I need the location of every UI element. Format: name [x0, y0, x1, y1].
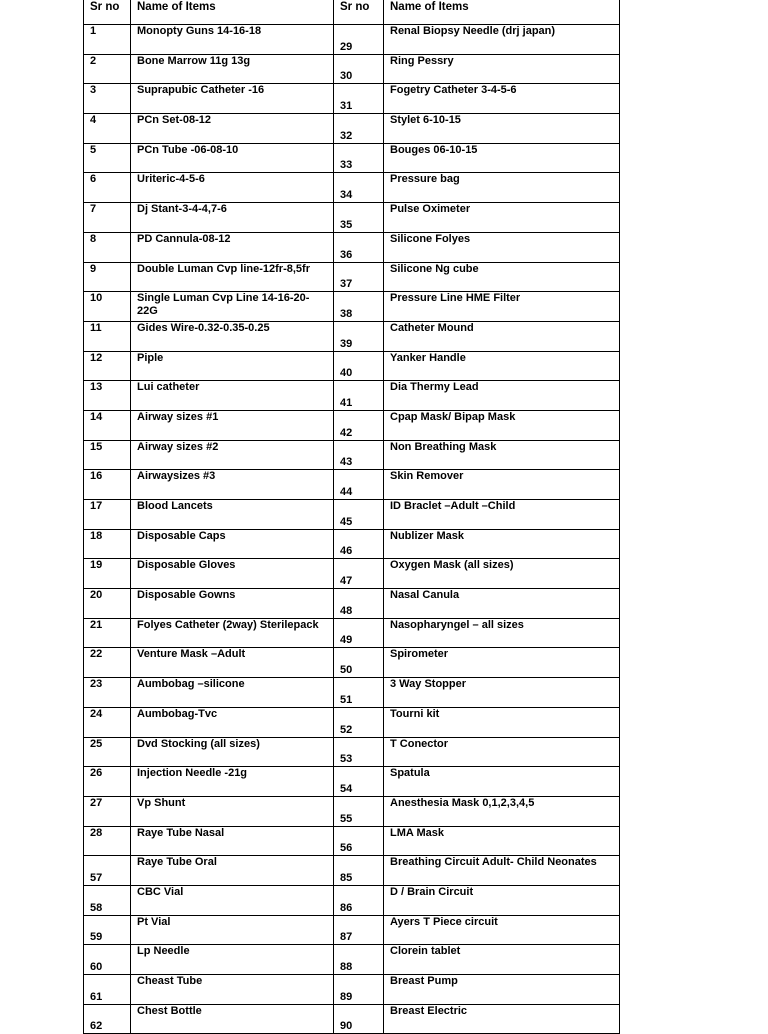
row-item-name-right: Oxygen Mask (all sizes)	[384, 559, 620, 589]
row-sr-no-left: 17	[84, 500, 131, 530]
row-item-name-left: Airway sizes #2	[131, 440, 334, 470]
row-sr-no-right: 47	[334, 559, 384, 589]
row-item-name-left: Gides Wire-0.32-0.35-0.25	[131, 321, 334, 351]
row-item-name-left: Disposable Caps	[131, 529, 334, 559]
row-sr-no-right: 53	[334, 737, 384, 767]
row-item-name-right: T Conector	[384, 737, 620, 767]
row-sr-no-left: 23	[84, 678, 131, 708]
table-row	[84, 885, 620, 915]
table-row	[84, 173, 620, 203]
table-row	[84, 796, 620, 826]
table-row	[84, 351, 620, 381]
row-sr-no-right: 52	[334, 707, 384, 737]
row-sr-no-right: 41	[334, 381, 384, 411]
row-item-name-left: Bone Marrow 11g 13g	[131, 54, 334, 84]
row-item-name-left: Raye Tube Nasal	[131, 826, 334, 856]
row-item-name-left: Venture Mask –Adult	[131, 648, 334, 678]
row-item-name-left: Disposable Gloves	[131, 559, 334, 589]
row-sr-no-right: 34	[334, 173, 384, 203]
row-sr-no-right: 31	[334, 84, 384, 114]
row-item-name-left: Cheast Tube	[131, 975, 334, 1005]
row-item-name-left: PD Cannula-08-12	[131, 232, 334, 262]
row-sr-no-left: 3	[84, 84, 131, 114]
table-row	[84, 410, 620, 440]
row-item-name-left: Raye Tube Oral	[131, 856, 334, 886]
row-item-name-left: Disposable Gowns	[131, 589, 334, 619]
table-row	[84, 707, 620, 737]
table-row	[84, 143, 620, 173]
row-sr-no-right: 33	[334, 143, 384, 173]
row-item-name-left: PCn Set-08-12	[131, 114, 334, 144]
items-table	[83, 0, 620, 1034]
row-sr-no-right: 42	[334, 410, 384, 440]
row-sr-no-right: 88	[334, 945, 384, 975]
table-row	[84, 321, 620, 351]
row-sr-no-left: 61	[84, 975, 131, 1005]
row-item-name-right: Ring Pessry	[384, 54, 620, 84]
row-sr-no-right: 39	[334, 321, 384, 351]
table-row	[84, 25, 620, 55]
row-sr-no-left: 19	[84, 559, 131, 589]
row-item-name-right: Catheter Mound	[384, 321, 620, 351]
table-row	[84, 1004, 620, 1034]
row-sr-no-right: 85	[334, 856, 384, 886]
row-item-name-left: Chest Bottle	[131, 1004, 334, 1034]
row-sr-no-right: 48	[334, 589, 384, 619]
table-row	[84, 54, 620, 84]
table-row	[84, 470, 620, 500]
row-sr-no-right: 49	[334, 618, 384, 648]
row-sr-no-right: 90	[334, 1004, 384, 1034]
header-sr-no-left: Sr no	[84, 0, 131, 25]
row-item-name-right: Yanker Handle	[384, 351, 620, 381]
table-row	[84, 114, 620, 144]
row-sr-no-left: 4	[84, 114, 131, 144]
table-row	[84, 945, 620, 975]
row-sr-no-left: 59	[84, 915, 131, 945]
row-item-name-left: Double Luman Cvp line-12fr-8,5fr	[131, 262, 334, 292]
row-item-name-left: Monopty Guns 14-16-18	[131, 25, 334, 55]
table-row	[84, 975, 620, 1005]
row-item-name-right: Pulse Oximeter	[384, 203, 620, 233]
table-row	[84, 529, 620, 559]
row-item-name-right: Bouges 06-10-15	[384, 143, 620, 173]
row-sr-no-left: 25	[84, 737, 131, 767]
row-item-name-right: Breast Pump	[384, 975, 620, 1005]
table-row	[84, 440, 620, 470]
row-sr-no-right: 35	[334, 203, 384, 233]
row-sr-no-right: 87	[334, 915, 384, 945]
row-item-name-left: Airwaysizes #3	[131, 470, 334, 500]
table-row	[84, 648, 620, 678]
row-item-name-left: Aumbobag-Tvc	[131, 707, 334, 737]
row-item-name-left: Lui catheter	[131, 381, 334, 411]
row-sr-no-right: 32	[334, 114, 384, 144]
row-sr-no-left: 27	[84, 796, 131, 826]
row-item-name-left: CBC Vial	[131, 885, 334, 915]
row-sr-no-right: 45	[334, 500, 384, 530]
row-sr-no-left: 28	[84, 826, 131, 856]
row-item-name-right: Spatula	[384, 767, 620, 797]
row-item-name-right: Nublizer Mask	[384, 529, 620, 559]
row-sr-no-right: 51	[334, 678, 384, 708]
row-sr-no-left: 5	[84, 143, 131, 173]
row-item-name-left: Single Luman Cvp Line 14-16-20-22G	[131, 292, 334, 322]
row-sr-no-right: 29	[334, 25, 384, 55]
header-sr-no-right: Sr no	[334, 0, 384, 25]
row-item-name-right: Silicone Folyes	[384, 232, 620, 262]
row-item-name-right: Non Breathing Mask	[384, 440, 620, 470]
row-item-name-right: 3 Way Stopper	[384, 678, 620, 708]
row-item-name-right: Tourni kit	[384, 707, 620, 737]
table-row	[84, 618, 620, 648]
row-item-name-right: Skin Remover	[384, 470, 620, 500]
row-item-name-right: Pressure Line HME Filter	[384, 292, 620, 322]
row-sr-no-left: 26	[84, 767, 131, 797]
row-item-name-left: Dvd Stocking (all sizes)	[131, 737, 334, 767]
row-sr-no-left: 20	[84, 589, 131, 619]
row-sr-no-left: 62	[84, 1004, 131, 1034]
row-sr-no-left: 15	[84, 440, 131, 470]
row-item-name-right: Renal Biopsy Needle (drj japan)	[384, 25, 620, 55]
row-item-name-left: Folyes Catheter (2way) Sterilepack	[131, 618, 334, 648]
table-row	[84, 262, 620, 292]
row-sr-no-left: 11	[84, 321, 131, 351]
row-sr-no-left: 7	[84, 203, 131, 233]
row-sr-no-left: 22	[84, 648, 131, 678]
row-sr-no-left: 60	[84, 945, 131, 975]
row-sr-no-right: 56	[334, 826, 384, 856]
row-sr-no-right: 37	[334, 262, 384, 292]
table-row	[84, 678, 620, 708]
table-row	[84, 589, 620, 619]
header-name-left: Name of Items	[131, 0, 334, 25]
row-item-name-left: Dj Stant-3-4-4,7-6	[131, 203, 334, 233]
table-body	[84, 25, 620, 1034]
row-item-name-left: Uriteric-4-5-6	[131, 173, 334, 203]
table-row	[84, 856, 620, 886]
row-sr-no-left: 12	[84, 351, 131, 381]
table-row	[84, 915, 620, 945]
row-item-name-left: Suprapubic Catheter -16	[131, 84, 334, 114]
row-sr-no-left: 9	[84, 262, 131, 292]
row-sr-no-right: 38	[334, 292, 384, 322]
row-item-name-right: Dia Thermy Lead	[384, 381, 620, 411]
table-row	[84, 203, 620, 233]
row-sr-no-right: 89	[334, 975, 384, 1005]
row-sr-no-right: 36	[334, 232, 384, 262]
row-item-name-right: Breast Electric	[384, 1004, 620, 1034]
row-sr-no-left: 14	[84, 410, 131, 440]
row-item-name-right: Breathing Circuit Adult- Child Neonates	[384, 856, 620, 886]
row-sr-no-right: 40	[334, 351, 384, 381]
row-item-name-left: Aumbobag –silicone	[131, 678, 334, 708]
row-sr-no-left: 21	[84, 618, 131, 648]
row-item-name-right: Anesthesia Mask 0,1,2,3,4,5	[384, 796, 620, 826]
row-sr-no-right: 30	[334, 54, 384, 84]
row-item-name-right: Ayers T Piece circuit	[384, 915, 620, 945]
row-item-name-left: Blood Lancets	[131, 500, 334, 530]
row-item-name-right: D / Brain Circuit	[384, 885, 620, 915]
row-item-name-right: Pressure bag	[384, 173, 620, 203]
row-item-name-right: Cpap Mask/ Bipap Mask	[384, 410, 620, 440]
row-sr-no-left: 18	[84, 529, 131, 559]
row-item-name-left: PCn Tube -06-08-10	[131, 143, 334, 173]
row-sr-no-right: 86	[334, 885, 384, 915]
table-row	[84, 292, 620, 322]
table-row	[84, 559, 620, 589]
table-row	[84, 767, 620, 797]
table-row	[84, 500, 620, 530]
row-item-name-right: Silicone Ng cube	[384, 262, 620, 292]
row-sr-no-left: 10	[84, 292, 131, 322]
row-sr-no-right: 55	[334, 796, 384, 826]
row-item-name-left: Pt Vial	[131, 915, 334, 945]
table-row	[84, 826, 620, 856]
row-item-name-left: Piple	[131, 351, 334, 381]
table-row	[84, 232, 620, 262]
row-item-name-left: Vp Shunt	[131, 796, 334, 826]
row-item-name-left: Airway sizes #1	[131, 410, 334, 440]
row-sr-no-left: 6	[84, 173, 131, 203]
row-sr-no-right: 50	[334, 648, 384, 678]
row-sr-no-right: 44	[334, 470, 384, 500]
row-sr-no-left: 16	[84, 470, 131, 500]
row-item-name-right: Nasal Canula	[384, 589, 620, 619]
row-item-name-right: Nasopharyngel – all sizes	[384, 618, 620, 648]
header-name-right: Name of Items	[384, 0, 620, 25]
table-row	[84, 737, 620, 767]
row-item-name-right: ID Braclet –Adult –Child	[384, 500, 620, 530]
row-sr-no-left: 24	[84, 707, 131, 737]
row-sr-no-left: 57	[84, 856, 131, 886]
row-item-name-right: Spirometer	[384, 648, 620, 678]
row-sr-no-left: 13	[84, 381, 131, 411]
row-item-name-right: Fogetry Catheter 3-4-5-6	[384, 84, 620, 114]
table-header-row	[84, 0, 620, 25]
row-sr-no-left: 2	[84, 54, 131, 84]
row-item-name-right: LMA Mask	[384, 826, 620, 856]
row-item-name-left: Lp Needle	[131, 945, 334, 975]
row-sr-no-right: 46	[334, 529, 384, 559]
row-item-name-right: Stylet 6-10-15	[384, 114, 620, 144]
row-item-name-right: Clorein tablet	[384, 945, 620, 975]
row-sr-no-right: 43	[334, 440, 384, 470]
table-row	[84, 84, 620, 114]
row-sr-no-left: 58	[84, 885, 131, 915]
row-sr-no-left: 8	[84, 232, 131, 262]
table-row	[84, 381, 620, 411]
row-sr-no-right: 54	[334, 767, 384, 797]
row-sr-no-left: 1	[84, 25, 131, 55]
row-item-name-left: Injection Needle -21g	[131, 767, 334, 797]
